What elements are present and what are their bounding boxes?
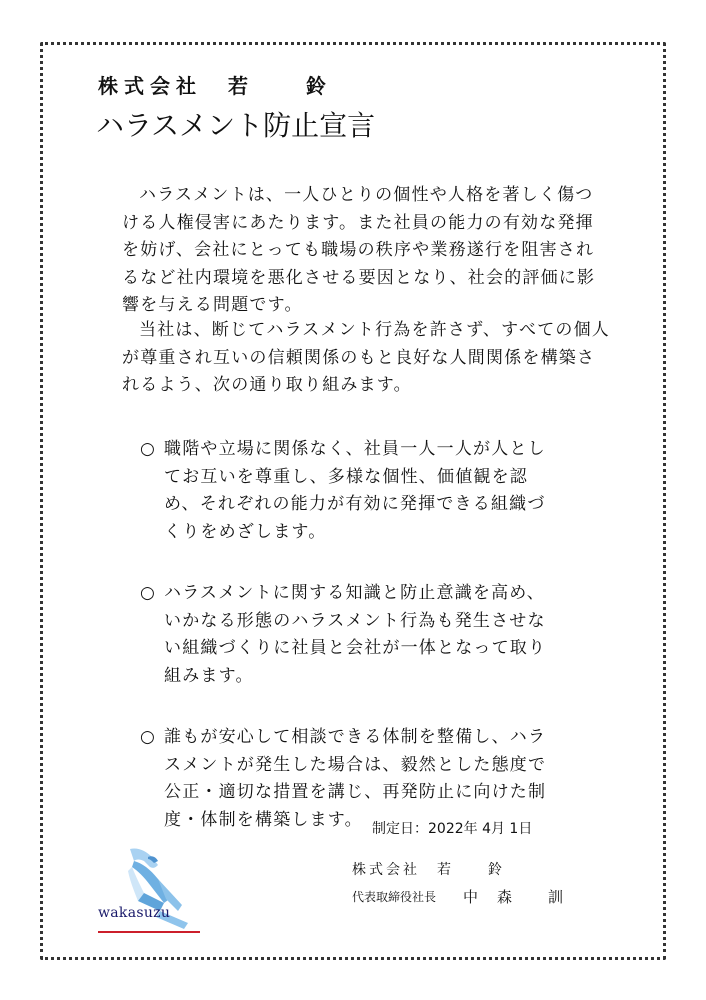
company-name-header: 株式会社 若 鈴	[98, 74, 332, 98]
logo-figure-icon	[98, 845, 202, 937]
circle-bullet-icon: ○	[140, 583, 157, 603]
document-title: ハラスメント防止宣言	[96, 109, 376, 142]
commitment-item	[140, 580, 560, 690]
intro-paragraph: ハラスメントは、一人ひとりの個性や人格を著しく傷つける人権侵害にあたります。また社員の能力の有効な発揮を妨げ、会社にとっても職場の秩序や業務遂行を阻害されるなど社内環境を悪化させる要因となり、社会的評価に影響を与える問題です。	[122, 185, 596, 315]
commitment-text: ハラスメントに関する知識と防止意識を高め、いかなる形態のハラスメント行為も発生させない組織づくりに社員と会社が一体となって取り組みます。	[164, 583, 547, 686]
circle-bullet-icon: ○	[140, 727, 157, 747]
commitment-text: 職階や立場に関係なく、社員一人一人が人としてお互いを尊重し、多様な個性、価値観を認め、それぞれの能力が有効に発揮できる組織づくりをめざします。	[164, 439, 546, 542]
company-logo	[98, 845, 202, 937]
commitment-list	[140, 436, 560, 868]
circle-bullet-icon: ○	[140, 439, 157, 459]
enactment-date: 制定日：2022年 4月 1日	[372, 821, 533, 837]
logo-wordmark: wakasuzu	[98, 905, 171, 921]
representative-name: 中 森 訓	[463, 888, 566, 906]
policy-paragraph: 当社は、断じてハラスメント行為を許さず、すべての個人が尊重され互いの信頼関係のもと良好な人間関係を構築されるよう、次の通り取り組みます。	[122, 320, 610, 395]
signature-company: 株式会社 若 鈴	[352, 862, 505, 878]
commitment-item	[140, 436, 560, 546]
logo-underline	[98, 931, 200, 933]
representative-title: 代表取締役社長	[352, 890, 437, 904]
commitment-text: 誰もが安心して相談できる体制を整備し、ハラスメントが発生した場合は、毅然とした態度で公正・適切な措置を講じ、再発防止に向けた制度・体制を構築します。	[164, 727, 547, 830]
